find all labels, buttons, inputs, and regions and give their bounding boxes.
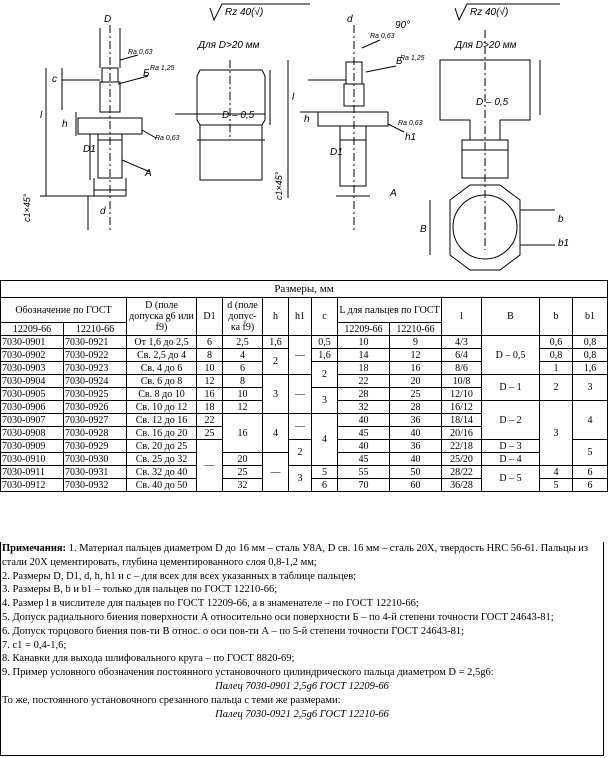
- cell-b: 0,8: [540, 349, 573, 362]
- cell-n2: 7030-0928: [64, 427, 127, 440]
- cell-n2: 7030-0925: [64, 388, 127, 401]
- notes-heading: Примечания:: [2, 543, 67, 554]
- note-3: 3. Размеры B, b и b1 – только для пальцев по ГОСТ 12210-66;: [2, 584, 278, 596]
- cell-D: Св. 10 до 12: [127, 401, 197, 414]
- cell-c: 0,5: [312, 336, 338, 349]
- cell-d: 10: [223, 388, 263, 401]
- note-6: 6. Допуск торцового биения пов-ти В относ. о оси пов-ти А – по 5-й степени точности ГОСТ 24643-81;: [2, 625, 465, 637]
- cell-D1: 25: [197, 427, 223, 440]
- cell-b1: 0,8: [573, 336, 608, 349]
- cell-b1: 1,6: [573, 362, 608, 375]
- cylindrical-pin-drawing: [40, 25, 156, 232]
- cell-D: Св. 12 до 16: [127, 414, 197, 427]
- cell-D1: 12: [197, 375, 223, 388]
- header-L: L для пальцев по ГОСТ: [338, 298, 442, 323]
- cell-d: 20: [223, 453, 263, 466]
- cell-D: Св. 16 до 20: [127, 427, 197, 440]
- header-b1: b1: [573, 298, 608, 336]
- cell-l: 8/6: [442, 362, 482, 375]
- cell-B: D – 4: [482, 453, 540, 466]
- cell-b1: 6: [573, 479, 608, 492]
- label-h1-right: h1: [405, 132, 417, 143]
- cell-d: 2,5: [223, 336, 263, 349]
- cell-n2: 7030-0927: [64, 414, 127, 427]
- cell-l: 12/10: [442, 388, 482, 401]
- cell-L1: 40: [338, 440, 390, 453]
- cell-b: 3: [540, 401, 573, 466]
- cell-n1: 7030-0912: [1, 479, 64, 492]
- label-l-left: l: [40, 110, 43, 121]
- cell-L1: 70: [338, 479, 390, 492]
- header-h1: h1: [289, 298, 312, 336]
- cell-c: 3: [312, 388, 338, 414]
- cell-D: Св. 8 до 10: [127, 388, 197, 401]
- cell-b: 1: [540, 362, 573, 375]
- note-9-example: Палец 7030-0901 2,5g6 ГОСТ 12209-66: [215, 680, 389, 692]
- label-h-left: h: [62, 119, 68, 130]
- label-A-right: A: [390, 188, 397, 199]
- note-4: 4. Размер l в числителе для пальцев по ГОСТ 12209-66, а в знаменателе – по ГОСТ 12210-66;: [2, 598, 419, 610]
- roughness-ra063-right2: Ra 0,63: [398, 120, 423, 127]
- cell-L2: 20: [390, 375, 442, 388]
- cell-h: —: [263, 453, 289, 492]
- cell-d: 6: [223, 362, 263, 375]
- cell-n2: 7030-0926: [64, 401, 127, 414]
- label-angle: 90°: [395, 20, 411, 31]
- diameter-note-left: Для D>20 мм: [198, 40, 260, 51]
- cell-D: Св. 6 до 8: [127, 375, 197, 388]
- header-L1: 12209-66: [338, 323, 390, 336]
- cell-n1: 7030-0909: [1, 440, 64, 453]
- cell-L2: 28: [390, 401, 442, 414]
- table-row: [1, 466, 608, 479]
- diamond-pin-drawing: [288, 25, 404, 232]
- cell-L1: 18: [338, 362, 390, 375]
- label-A-left: A: [145, 168, 152, 179]
- cell-n1: 7030-0907: [1, 414, 64, 427]
- drawing-canvas: [0, 0, 610, 280]
- cell-c: 1,6: [312, 349, 338, 362]
- label-D-left: D: [104, 14, 112, 25]
- cell-l: 22/18: [442, 440, 482, 453]
- header-D1: D1: [197, 298, 223, 336]
- cell-h: 1,6: [263, 336, 289, 349]
- table-row: [1, 336, 608, 349]
- label-c-left: c: [52, 74, 57, 85]
- label-D05-right: D – 0,5: [476, 97, 509, 108]
- cell-n2: 7030-0924: [64, 375, 127, 388]
- cell-d: 32: [223, 479, 263, 492]
- cell-d: 8: [223, 375, 263, 388]
- cell-L1: 10: [338, 336, 390, 349]
- label-l-right: l: [292, 92, 295, 103]
- table-row: [1, 375, 608, 388]
- cell-c: 5: [312, 466, 338, 479]
- header-L2: 12210-66: [390, 323, 442, 336]
- roughness-ra125-right: Ra 1,25: [400, 55, 425, 62]
- cell-L2: 25: [390, 388, 442, 401]
- label-h-right: h: [304, 114, 310, 125]
- cell-L2: 40: [390, 453, 442, 466]
- label-b-diamond: b: [558, 214, 564, 225]
- table-caption: Размеры, мм: [0, 280, 608, 297]
- cell-B: D – 0,5: [482, 336, 540, 375]
- cell-h1: —: [289, 414, 312, 440]
- cell-l: 28/22: [442, 466, 482, 479]
- cell-L2: 9: [390, 336, 442, 349]
- roughness-left-label: Rz 40(√): [225, 7, 264, 18]
- label-B-left: Б: [143, 68, 150, 79]
- header-designation: Обозначение по ГОСТ: [1, 298, 127, 323]
- cell-D: Св. 25 до 32: [127, 453, 197, 466]
- cell-h1: 3: [289, 466, 312, 492]
- cell-l: 4/3: [442, 336, 482, 349]
- cell-L1: 14: [338, 349, 390, 362]
- label-c1-right: c1×45°: [274, 171, 284, 200]
- header-B: B: [482, 298, 540, 336]
- header-l: l: [442, 298, 482, 336]
- cell-D: От 1,6 до 2,5: [127, 336, 197, 349]
- cell-l: 6/4: [442, 349, 482, 362]
- note-9: 9. Пример условного обозначения постоянного установочного цилиндрического пальца диаметром D = 2,5g6:: [2, 667, 494, 679]
- roughness-ra125-left: Ra 1,25: [150, 65, 175, 72]
- cell-n1: 7030-0908: [1, 427, 64, 440]
- cell-l: 20/16: [442, 427, 482, 440]
- cell-D1: —: [197, 440, 223, 492]
- cell-n2: 7030-0923: [64, 362, 127, 375]
- cell-h: 3: [263, 375, 289, 414]
- cell-L2: 60: [390, 479, 442, 492]
- cell-D1: 8: [197, 349, 223, 362]
- note-8: 8. Канавки для выхода шлифовального круга – по ГОСТ 8820-69;: [2, 653, 295, 665]
- header-gost1: 12209-66: [1, 323, 64, 336]
- cell-l: 18/14: [442, 414, 482, 427]
- cell-L2: 12: [390, 349, 442, 362]
- cell-b: 5: [540, 479, 573, 492]
- header-h: h: [263, 298, 289, 336]
- cell-n2: 7030-0921: [64, 336, 127, 349]
- label-c1-left: c1×45°: [22, 193, 32, 222]
- diameter-note-right: Для D>20 мм: [455, 40, 517, 51]
- cell-n1: 7030-0911: [1, 466, 64, 479]
- cell-h: 2: [263, 349, 289, 375]
- cell-D: Св. 2,5 до 4: [127, 349, 197, 362]
- label-d-left: d: [100, 206, 106, 217]
- cell-L1: 22: [338, 375, 390, 388]
- cell-D1: 22: [197, 414, 223, 427]
- cell-l: 36/28: [442, 479, 482, 492]
- cell-n2: 7030-0929: [64, 440, 127, 453]
- roughness-right-label: Rz 40(√): [470, 7, 509, 18]
- cell-L2: 36: [390, 414, 442, 427]
- header-b: b: [540, 298, 573, 336]
- cell-b1: 0,8: [573, 349, 608, 362]
- dimensions-table: [0, 297, 608, 492]
- head-drawing-right: [430, 30, 555, 270]
- cell-b: 2: [540, 375, 573, 401]
- label-b1-diamond: b1: [558, 238, 570, 249]
- cell-b1: 5: [573, 440, 608, 466]
- cell-l: 10/8: [442, 375, 482, 388]
- header-c: c: [312, 298, 338, 336]
- label-D1-right: D1: [330, 147, 343, 158]
- cell-l: 16/12: [442, 401, 482, 414]
- cell-n1: 7030-0910: [1, 453, 64, 466]
- cell-L1: 45: [338, 453, 390, 466]
- cell-B: D – 5: [482, 466, 540, 492]
- cell-d: 4: [223, 349, 263, 362]
- note-10: То же, постоянного установочного срезанного пальца с теми же размерами:: [2, 694, 341, 706]
- cell-D: Св. 20 до 25: [127, 440, 197, 453]
- cell-D: Св. 32 до 40: [127, 466, 197, 479]
- cell-B: D – 1: [482, 375, 540, 401]
- cell-d: 12: [223, 401, 263, 414]
- cell-B: D – 2: [482, 401, 540, 440]
- note-10-example: Палец 7030-0921 2,5g6 ГОСТ 12210-66: [215, 708, 389, 720]
- cell-b1: 6: [573, 466, 608, 479]
- cell-D1: 18: [197, 401, 223, 414]
- cell-L1: 28: [338, 388, 390, 401]
- cell-L1: 40: [338, 414, 390, 427]
- table-row: [1, 440, 608, 453]
- cell-h1: —: [289, 336, 312, 375]
- cell-L2: 16: [390, 362, 442, 375]
- label-D05-left: D – 0,5: [222, 110, 255, 121]
- label-d-right: d: [347, 14, 353, 25]
- cell-B: D – 3: [482, 440, 540, 453]
- cell-D: Св. 4 до 6: [127, 362, 197, 375]
- cell-L1: 32: [338, 401, 390, 414]
- cell-n1: 7030-0903: [1, 362, 64, 375]
- cell-n2: 7030-0931: [64, 466, 127, 479]
- cell-L2: 50: [390, 466, 442, 479]
- header-gost2: 12210-66: [64, 323, 127, 336]
- cell-L1: 55: [338, 466, 390, 479]
- roughness-ra063-right: Ra 0,63: [370, 33, 395, 40]
- cell-n2: 7030-0930: [64, 453, 127, 466]
- label-B-right: Б: [396, 56, 403, 67]
- cell-L2: 36: [390, 440, 442, 453]
- cell-L2: 40: [390, 427, 442, 440]
- cell-c: 6: [312, 479, 338, 492]
- cell-b: 4: [540, 466, 573, 479]
- cell-D: Св. 40 до 50: [127, 479, 197, 492]
- cell-n1: 7030-0904: [1, 375, 64, 388]
- header-d: d (поле допус-ка f9): [223, 298, 263, 336]
- cell-c: 2: [312, 362, 338, 388]
- header-D: D (поле допуска g6 или f9): [127, 298, 197, 336]
- cell-d: 25: [223, 466, 263, 479]
- cell-D1: 10: [197, 362, 223, 375]
- roughness-ra063-left2: Ra 0,63: [155, 135, 180, 142]
- roughness-ra063-left: Ra 0,63: [128, 49, 153, 56]
- cell-n2: 7030-0922: [64, 349, 127, 362]
- label-B-diamond: B: [420, 224, 427, 235]
- cell-l: 25/20: [442, 453, 482, 466]
- note-1-text: 1. Материал пальцев диаметром D до 16 мм – сталь У8А, D св. 16 мм – сталь 20Х, твердость HRC 56-61. Пальцы из стали 20Х цементировать, глубина цементированного слоя 0,8-1,2 мм;: [2, 543, 589, 568]
- note-2: 2. Размеры D, D1, d, h, h1 и c – для всех для всех указанных в таблице пальцев;: [2, 570, 357, 582]
- cell-b: 0,6: [540, 336, 573, 349]
- cell-h1: 2: [289, 440, 312, 466]
- cell-n1: 7030-0906: [1, 401, 64, 414]
- cell-d: 16: [223, 414, 263, 453]
- note-7: 7. c1 = 0,4-1,6;: [2, 639, 67, 651]
- label-D1-left: D1: [83, 144, 96, 155]
- note-1: [2, 542, 602, 570]
- cell-n1: 7030-0902: [1, 349, 64, 362]
- cell-n2: 7030-0932: [64, 479, 127, 492]
- cell-n1: 7030-0901: [1, 336, 64, 349]
- cell-L1: 45: [338, 427, 390, 440]
- technical-drawings: [0, 0, 610, 280]
- cell-h1: —: [289, 375, 312, 414]
- cell-b1: 3: [573, 375, 608, 401]
- cell-b1: 4: [573, 401, 608, 440]
- cell-D1: 16: [197, 388, 223, 401]
- cell-c: 4: [312, 414, 338, 466]
- cell-n1: 7030-0905: [1, 388, 64, 401]
- notes-block: [0, 542, 604, 756]
- note-5: 5. Допуск радиального биения поверхности А относительно оси поверхности Б – по 4-й степени точности ГОСТ 24643-81;: [2, 611, 554, 623]
- cell-h: 4: [263, 414, 289, 453]
- cell-D1: 6: [197, 336, 223, 349]
